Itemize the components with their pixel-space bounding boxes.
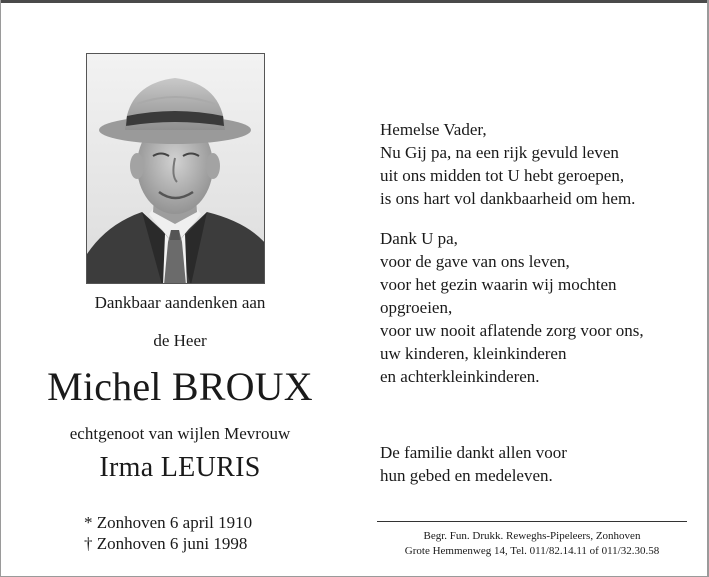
portrait-photo <box>86 53 265 284</box>
verse-line: uit ons midden tot U hebt geroepen, <box>380 166 625 185</box>
death-date: † Zonhoven 6 juni 1998 <box>84 534 248 553</box>
spouse-name: Irma LEURIS <box>99 452 261 483</box>
left-border <box>0 0 1 577</box>
verse-stanza-1 <box>380 118 635 210</box>
deceased-name: Michel BROUX <box>47 364 313 409</box>
printer-divider <box>377 521 687 522</box>
title-line: de Heer <box>153 331 207 350</box>
verse-line: is ons hart vol dankbaarheid om hem. <box>380 189 636 208</box>
birth-date: * Zonhoven 6 april 1910 <box>84 513 253 532</box>
portrait-illustration <box>87 54 265 284</box>
verse-line: hun gebed en medeleven. <box>380 466 553 485</box>
verse-line: en achterkleinkinderen. <box>380 367 540 386</box>
verse-line: voor het gezin waarin wij mochten <box>380 275 617 294</box>
verse-line: Dank U pa, <box>380 229 458 248</box>
verse-line: Nu Gij pa, na een rijk gevuld leven <box>380 143 619 162</box>
aandenken-line: Dankbaar aandenken aan <box>94 293 266 312</box>
verse-stanza-3 <box>380 441 567 487</box>
printer-address: Grote Hemmenweg 14, Tel. 011/82.14.11 of 011/32.30.58 <box>404 545 660 557</box>
verse-line: opgroeien, <box>380 298 453 317</box>
verse-line: voor uw nooit aflatende zorg voor ons, <box>380 321 644 340</box>
verse-line: uw kinderen, kleinkinderen <box>380 344 567 363</box>
top-border <box>0 0 709 3</box>
verse-line: Hemelse Vader, <box>380 120 487 139</box>
printer-name: Begr. Fun. Drukk. Reweghs-Pipeleers, Zonhoven <box>423 530 641 542</box>
verse-line: voor de gave van ons leven, <box>380 252 570 271</box>
dates-block <box>84 512 252 554</box>
verse-line: De familie dankt allen voor <box>380 443 567 462</box>
relation-line: echtgenoot van wijlen Mevrouw <box>69 424 291 443</box>
verse-stanza-2 <box>380 227 644 388</box>
